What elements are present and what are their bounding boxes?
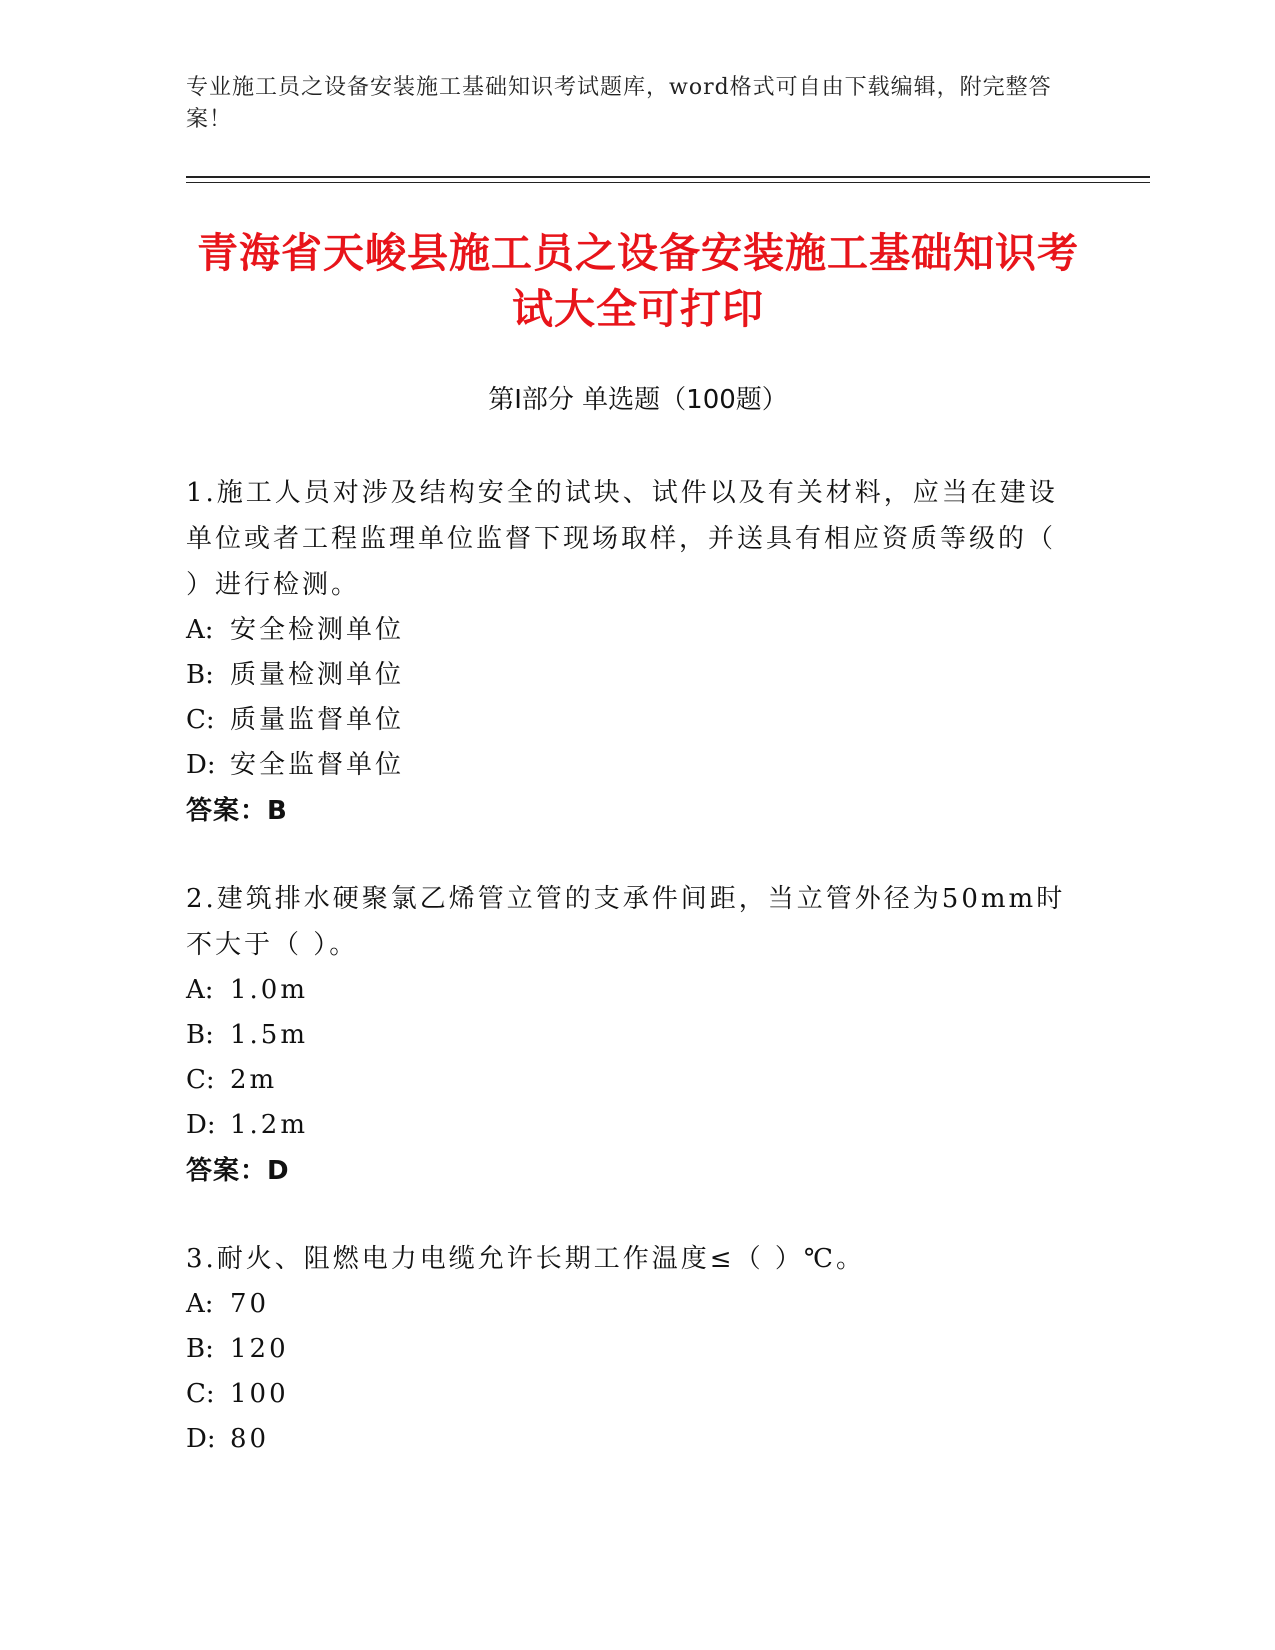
option-a xyxy=(186,608,1066,653)
option-text: 质量检测单位 xyxy=(230,660,405,690)
option-text: 100 xyxy=(230,1379,289,1409)
header-note: 专业施工员之设备安装施工基础知识考试题库，word格式可自由下载编辑，附完整答案！ xyxy=(186,75,1052,132)
option-text: 质量监督单位 xyxy=(230,705,405,735)
option-text: 安全监督单位 xyxy=(230,750,405,780)
option-label: C: xyxy=(186,1065,215,1095)
option-text: 安全检测单位 xyxy=(230,615,405,645)
question-text: 1.施工人员对涉及结构安全的试块、试件以及有关材料，应当在建设单位或者工程监理单位监督下现场取样，并送具有相应资质等级的（ ）进行检测。 xyxy=(186,478,1058,600)
option-label: D: xyxy=(186,750,216,780)
option-text: 1.2m xyxy=(230,1110,309,1140)
option-d xyxy=(186,1103,1066,1148)
answer: 答案：D xyxy=(186,1156,290,1186)
header-divider-thin xyxy=(186,182,1150,183)
answer: 答案：B xyxy=(186,796,288,826)
document-title: 青海省天峻县施工员之设备安装施工基础知识考试大全可打印 xyxy=(197,229,1079,333)
option-b xyxy=(186,653,1066,698)
option-b xyxy=(186,1013,1066,1058)
option-label: A: xyxy=(186,975,214,1005)
option-d xyxy=(186,1417,1066,1462)
option-c xyxy=(186,1372,1066,1417)
option-label: A: xyxy=(186,615,214,645)
question-2 xyxy=(186,876,1066,1194)
option-label: B: xyxy=(186,660,214,690)
option-a xyxy=(186,1282,1066,1327)
option-c xyxy=(186,1058,1066,1103)
header-divider-thick xyxy=(186,176,1150,178)
question-text: 2.建筑排水硬聚氯乙烯管立管的支承件间距，当立管外径为50mm时不大于（ ）。 xyxy=(186,884,1066,960)
question-3 xyxy=(186,1236,1066,1462)
option-text: 1.0m xyxy=(230,975,309,1005)
option-label: B: xyxy=(186,1334,214,1364)
option-label: C: xyxy=(186,705,215,735)
question-text: 3.耐火、阻燃电力电缆允许长期工作温度≤（ ）℃。 xyxy=(186,1244,865,1274)
option-text: 1.5m xyxy=(230,1020,309,1050)
option-label: D: xyxy=(186,1110,216,1140)
section-title: 第I部分 单选题（100题） xyxy=(488,385,788,415)
option-label: D: xyxy=(186,1424,216,1454)
option-text: 70 xyxy=(230,1289,270,1319)
option-label: A: xyxy=(186,1289,214,1319)
option-label: B: xyxy=(186,1020,214,1050)
option-a xyxy=(186,968,1066,1013)
question-list xyxy=(186,470,1066,1504)
option-text: 120 xyxy=(230,1334,289,1364)
option-b xyxy=(186,1327,1066,1372)
option-text: 80 xyxy=(230,1424,270,1454)
option-d xyxy=(186,743,1066,788)
option-text: 2m xyxy=(230,1065,278,1095)
question-1 xyxy=(186,470,1066,834)
option-label: C: xyxy=(186,1379,215,1409)
option-c xyxy=(186,698,1066,743)
